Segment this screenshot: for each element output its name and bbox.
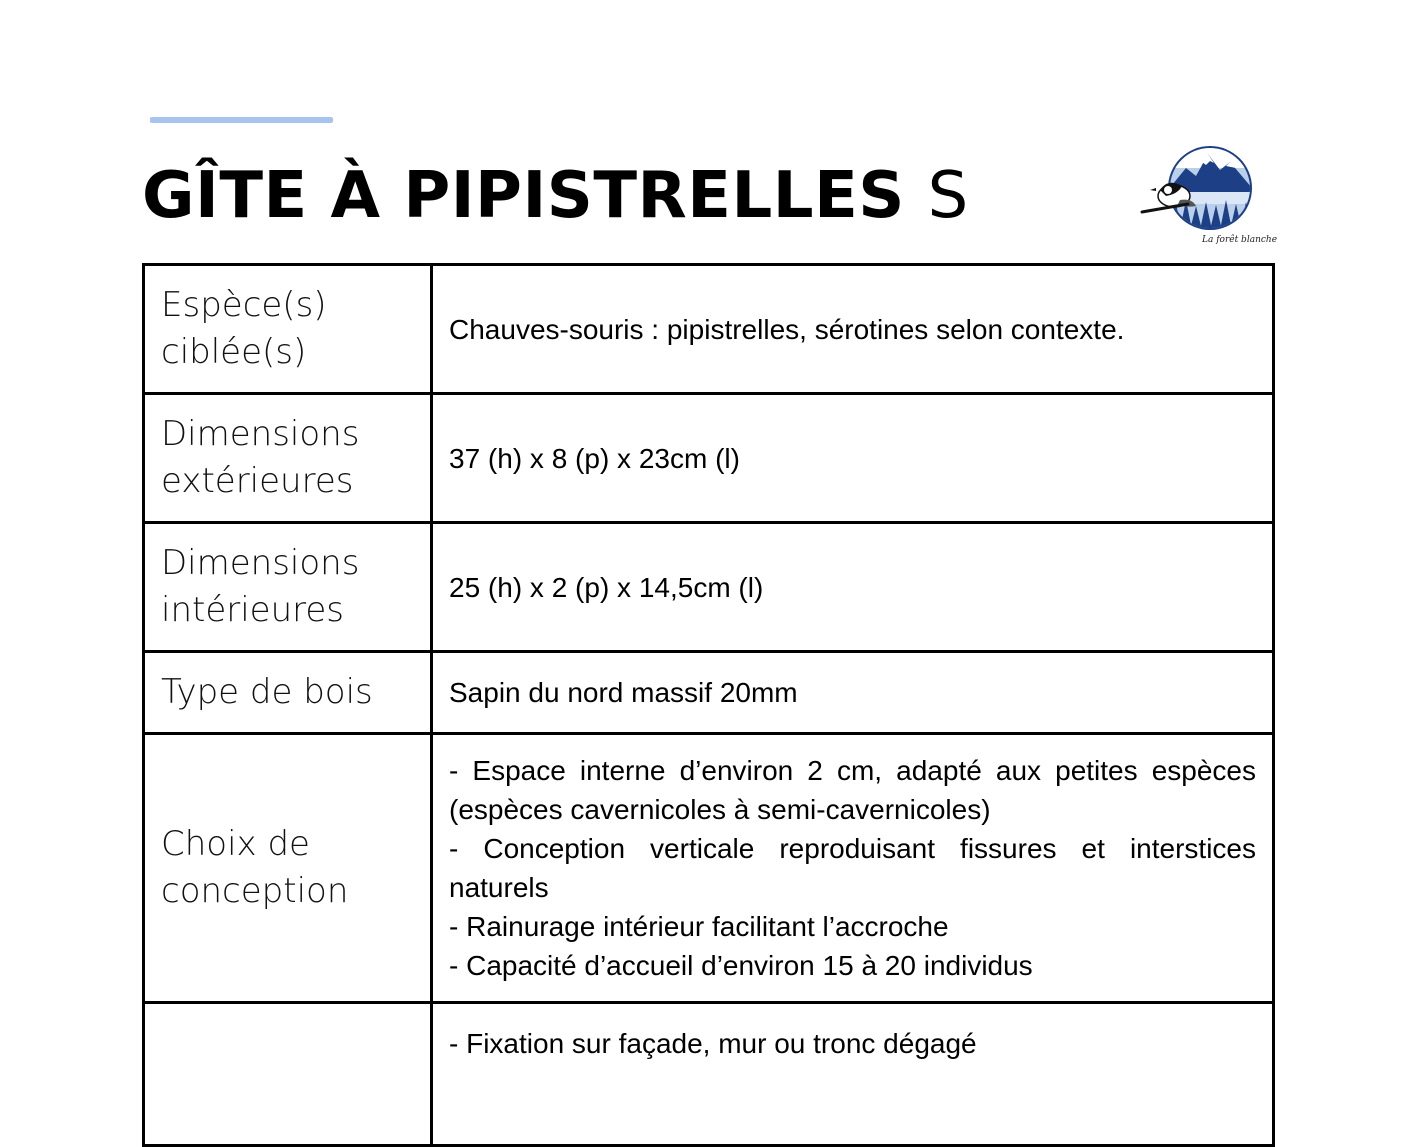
- value-line: - Espace interne d’environ 2 cm, adapté aux petites espèces (espèces cavernicoles à semi-cavernicoles): [449, 755, 1256, 825]
- value-line: Chauves-souris : pipistrelles, sérotines selon contexte.: [449, 313, 1125, 345]
- row-label: Dimensions intérieures: [144, 523, 432, 652]
- table-row: [144, 734, 1274, 1003]
- page-title-main: GÎTE À PIPISTRELLES: [142, 159, 905, 233]
- value-line: - Capacité d’accueil d’environ 15 à 20 individus: [449, 950, 1033, 981]
- row-value: [432, 734, 1274, 1003]
- title-accent-line: [150, 117, 333, 123]
- page-title-size: S: [927, 159, 969, 233]
- row-label: Choix de conception: [144, 734, 432, 1003]
- specifications-table: [142, 263, 1275, 1147]
- table-row: [144, 394, 1274, 523]
- row-value: [432, 265, 1274, 394]
- table-row: [144, 652, 1274, 734]
- value-line: - Fixation sur façade, mur ou tronc dégagé: [449, 1028, 977, 1059]
- row-label: [144, 1003, 432, 1146]
- row-value: [432, 523, 1274, 652]
- value-line: - Conception verticale reproduisant fissures et interstices naturels: [449, 833, 1256, 903]
- value-line: - Rainurage intérieur facilitant l’accroche: [449, 911, 949, 942]
- table-row: [144, 265, 1274, 394]
- row-value: [432, 652, 1274, 734]
- row-label: Type de bois: [144, 652, 432, 734]
- table-row: [144, 523, 1274, 652]
- row-value: [432, 394, 1274, 523]
- table-row: [144, 1003, 1274, 1146]
- page-title: [142, 154, 969, 238]
- row-label: Dimensions extérieures: [144, 394, 432, 523]
- value-line: Sapin du nord massif 20mm: [449, 677, 798, 708]
- logo-bird-mountain-icon: [1140, 142, 1278, 248]
- logo-signature: La forêt blanche: [1202, 235, 1278, 245]
- row-label: Espèce(s) ciblée(s): [144, 265, 432, 394]
- row-value: [432, 1003, 1274, 1146]
- value-line: 37 (h) x 8 (p) x 23cm (l): [449, 442, 740, 474]
- value-line: 25 (h) x 2 (p) x 14,5cm (l): [449, 571, 764, 603]
